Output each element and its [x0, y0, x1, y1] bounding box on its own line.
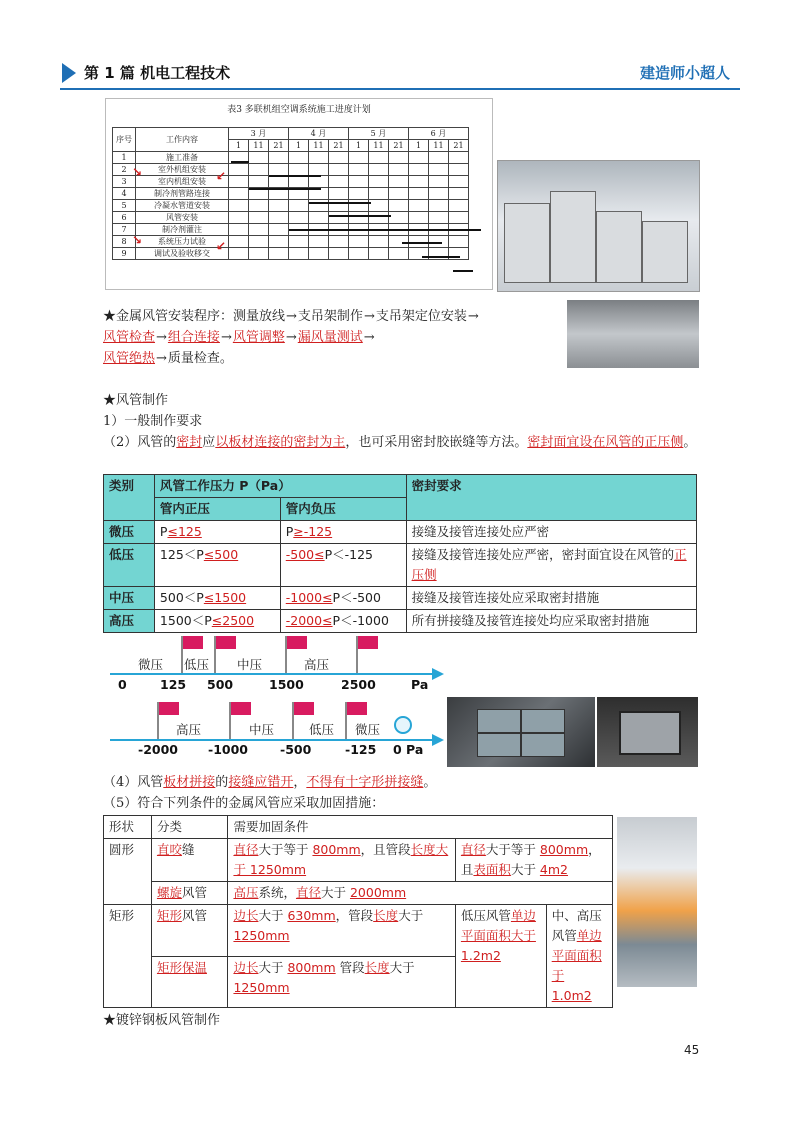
- negative-range: -2000≤P＜-1000: [280, 610, 406, 633]
- fabrication-text: ★风管制作 1）一般制作要求 （2）风管的密封应以板材连接的密封为主，也可采用密封胶嵌缝等方法。密封面宜设在风管的正压侧。: [103, 393, 697, 450]
- schedule-row-no: 1: [113, 152, 136, 164]
- red-arrow-icon: ↘: [132, 233, 143, 247]
- tick-label: Pa: [411, 677, 429, 692]
- flag-icon: [358, 636, 378, 649]
- gantt-bar: [309, 202, 371, 204]
- duct-seam-photo: [447, 697, 595, 767]
- red-arrow-icon: ↙: [216, 169, 227, 183]
- schedule-month: 5 月: [349, 128, 409, 140]
- seal-requirement: 接缝及接管连接处应严密，密封面宜设在风管的正压侧: [406, 544, 696, 587]
- positive-range: 1500＜P≤2500: [154, 610, 280, 633]
- schedule-day: 11: [249, 140, 269, 152]
- col-positive: 管内正压: [154, 498, 280, 521]
- col-shape: 形状: [104, 816, 152, 839]
- timeline-label: 微压: [138, 657, 164, 672]
- axis-line: [110, 673, 440, 675]
- schedule-row-name: 室外机组安装: [136, 164, 229, 176]
- tick-label: -1000: [208, 742, 248, 757]
- col-pressure: 风管工作压力 P（Pa）: [154, 475, 406, 498]
- flag-icon: [287, 636, 307, 649]
- positive-range: 500＜P≤1500: [154, 587, 280, 610]
- tick-label: -500: [280, 742, 312, 757]
- schedule-day: 1: [349, 140, 369, 152]
- schedule-day: 21: [389, 140, 409, 152]
- schedule-month: 4 月: [289, 128, 349, 140]
- brand-name: 建造师小超人: [639, 64, 730, 82]
- timeline-label: 微压: [355, 722, 381, 737]
- gantt-bar: [402, 242, 442, 244]
- axis-line: [110, 739, 440, 741]
- tick-label: -2000: [138, 742, 178, 757]
- schedule-row: [113, 248, 469, 260]
- schedule-row-name: 施工准备: [136, 152, 229, 164]
- pressure-type: 高压: [104, 610, 155, 633]
- schedule-col-seq: 序号: [113, 128, 136, 152]
- schedule-day: 1: [289, 140, 309, 152]
- gantt-bar: [422, 256, 460, 258]
- schedule-row-name: 制冷剂管路连接: [136, 188, 229, 200]
- tick-label: 125: [160, 677, 187, 692]
- timeline-label: 低压: [309, 722, 335, 737]
- flag-icon: [347, 702, 367, 715]
- page-title: 第 1 篇 机电工程技术: [84, 64, 231, 82]
- procedure-text: ★金属风管安装程序：测量放线→支吊架制作→支吊架定位安装→ 风管检查→组合连接→风管调整→漏风量测试→ 风管绝热→质量检查。: [103, 309, 479, 366]
- flag-icon: [216, 636, 236, 649]
- schedule-row-name: 风管安装: [136, 212, 229, 224]
- red-arrow-icon: ↙: [216, 239, 227, 253]
- seal-requirement: 所有拼接缝及接管连接处均应采取密封措施: [406, 610, 696, 633]
- outdoor-units-photo: [497, 160, 700, 292]
- schedule-row-no: 2: [113, 164, 136, 176]
- negative-range: P≥-125: [280, 521, 406, 544]
- schedule-day: 11: [309, 140, 329, 152]
- chevron-right-icon: [62, 63, 76, 83]
- schedule-month: 6 月: [409, 128, 469, 140]
- schedule-day: 21: [269, 140, 289, 152]
- schedule-row-no: 4: [113, 188, 136, 200]
- negative-pressure-timeline: [0, 698, 450, 760]
- schedule-row-no: 7: [113, 224, 136, 236]
- timeline-label: 高压: [176, 722, 202, 737]
- schedule-row-name: 冷凝水管道安装: [136, 200, 229, 212]
- timeline-label: 高压: [304, 657, 330, 672]
- schedule-day: 11: [369, 140, 389, 152]
- schedule-row: [113, 200, 469, 212]
- col-class: 分类: [151, 816, 228, 839]
- schedule-row-no: 3: [113, 176, 136, 188]
- tick-label: 0: [118, 677, 127, 692]
- timeline-label: 中压: [249, 722, 275, 737]
- tick-label: -125: [345, 742, 377, 757]
- schedule-row: [113, 164, 469, 176]
- negative-range: -500≤P＜-125: [280, 544, 406, 587]
- gantt-bar: [289, 229, 481, 231]
- schedule-caption: 表3 多联机组空调系统施工进度计划: [227, 105, 371, 115]
- positive-range: 125＜P≤500: [154, 544, 280, 587]
- schedule-day: 21: [449, 140, 469, 152]
- pressure-table: [103, 474, 697, 633]
- seal-requirement: 接缝及接管连接处应严密: [406, 521, 696, 544]
- schedule-col-work: 工作内容: [136, 128, 229, 152]
- lightbulb-icon: [394, 716, 412, 734]
- gantt-bar: [269, 175, 321, 177]
- duct-section-photo: [597, 697, 698, 767]
- seal-requirement: 接缝及接管连接处应采取密封措施: [406, 587, 696, 610]
- schedule-table: [112, 127, 469, 260]
- col-negative: 管内负压: [280, 498, 406, 521]
- pressure-type: 微压: [104, 521, 155, 544]
- positive-range: P≤125: [154, 521, 280, 544]
- pressure-type: 中压: [104, 587, 155, 610]
- schedule-month: 3 月: [229, 128, 289, 140]
- tick-label: 1500: [269, 677, 304, 692]
- flag-icon: [294, 702, 314, 715]
- schedule-day: 21: [329, 140, 349, 152]
- schedule-row: [113, 152, 469, 164]
- tick-label: 500: [207, 677, 234, 692]
- gantt-bar: [453, 270, 473, 272]
- reinforcement-table: 形状 分类 需要加固条件 圆形 直咬缝 直径大于等于 800mm，且管段长度大于 1250mm 直径大于等于 800mm，且表面积大于 4m2 螺旋风管 高压系统，直径大于 2000mm 矩形 矩形风管 边长大于 630mm，管段长度大于 1250mm 低压风管单边平面面积大于 1.2m2 中、高压风管单边平面面积于 1.0m2 矩形保温 边长大于 800mm 管段长度大于 1250mm: [103, 815, 613, 1008]
- timeline-label: 低压: [184, 657, 210, 672]
- schedule-day: 1: [409, 140, 429, 152]
- flag-icon: [159, 702, 179, 715]
- schedule-row-name: 制冷剂灌注: [136, 224, 229, 236]
- schedule-row-no: 5: [113, 200, 136, 212]
- gantt-bar: [231, 161, 249, 163]
- schedule-row-no: 8: [113, 236, 136, 248]
- schedule-row: [113, 176, 469, 188]
- gantt-bar: [249, 188, 321, 190]
- positive-pressure-timeline: [0, 630, 450, 692]
- duct-photo: [567, 300, 699, 368]
- flag-icon: [231, 702, 251, 715]
- col-seal: 密封要求: [406, 475, 696, 521]
- schedule-row-no: 9: [113, 248, 136, 260]
- galvanized-heading: ★镀锌钢板风管制作: [103, 1013, 221, 1028]
- schedule-row-name: 调试及验收移交: [136, 248, 229, 260]
- col-type: 类别: [104, 475, 155, 521]
- timeline-label: 中压: [237, 657, 263, 672]
- negative-range: -1000≤P＜-500: [280, 587, 406, 610]
- pressure-type: 低压: [104, 544, 155, 587]
- page-number: 45: [684, 1043, 700, 1057]
- axis-arrow-icon: [432, 668, 444, 680]
- schedule-row: [113, 212, 469, 224]
- schedule-day: 11: [429, 140, 449, 152]
- spiral-duct-photo: [617, 817, 697, 987]
- schedule-row-name: 室内机组安装: [136, 176, 229, 188]
- pressure-row: [104, 587, 697, 610]
- pressure-row: [104, 521, 697, 544]
- gantt-bar: [329, 215, 391, 217]
- pressure-row: [104, 544, 697, 587]
- tick-label: 0 Pa: [393, 742, 424, 757]
- col-condition: 需要加固条件: [228, 816, 613, 839]
- tick-label: 2500: [341, 677, 376, 692]
- schedule-day: 1: [229, 140, 249, 152]
- schedule-figure: [105, 98, 493, 290]
- schedule-row-no: 6: [113, 212, 136, 224]
- schedule-row-name: 系统压力试验: [136, 236, 229, 248]
- flag-icon: [183, 636, 203, 649]
- seam-text: （4）风管板材拼接的接缝应错开，不得有十字形拼接缝。 （5）符合下列条件的金属风管应采取加固措施：: [103, 775, 437, 811]
- axis-arrow-icon: [432, 734, 444, 746]
- red-arrow-icon: ↘: [132, 165, 143, 179]
